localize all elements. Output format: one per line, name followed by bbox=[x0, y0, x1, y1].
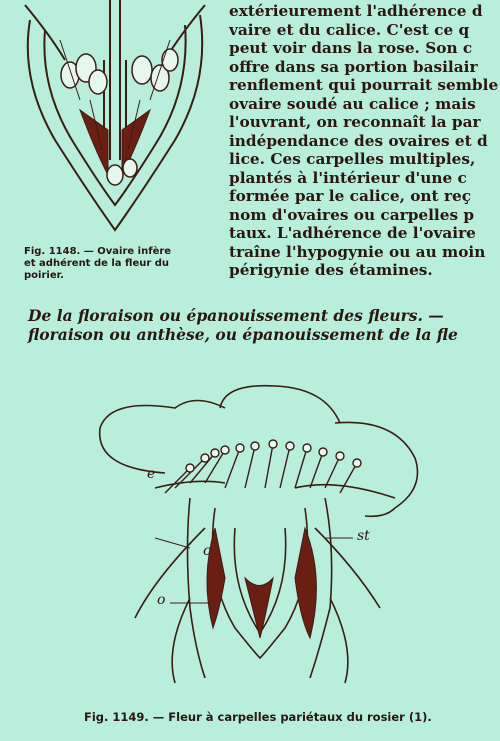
label-e: e bbox=[147, 466, 156, 482]
text-line: ovaire soudé au calice ; mais bbox=[229, 94, 476, 113]
text-line: formée par le calice, ont reç bbox=[229, 187, 472, 205]
text-line: l'ouvrant, on reconnaît la par bbox=[229, 113, 481, 131]
text-line: offre dans sa portion basilair bbox=[229, 57, 478, 76]
right-column-text bbox=[229, 2, 500, 280]
text-line: lice. Ces carpelles multiples, bbox=[229, 150, 476, 168]
rose-flower-section-drawing bbox=[95, 378, 425, 703]
text-line: périgynie des étamines. bbox=[229, 261, 433, 279]
text-line: traîne l'hypogynie ou au moin bbox=[229, 242, 486, 261]
text-line: peut voir dans la rose. Son c bbox=[229, 39, 473, 57]
paragraph-line-2: floraison ou anthèse, ou épanouissement de la fle bbox=[28, 325, 458, 344]
text-line: plantés à l'intérieur d'une c bbox=[229, 168, 467, 187]
text-line: nom d'ovaires ou carpelles p bbox=[229, 205, 475, 224]
floraison-paragraph bbox=[28, 307, 500, 345]
text-line: renflement qui pourrait semble bbox=[229, 76, 499, 94]
figure-1149-caption: Fig. 1149. — Fleur à carpelles pariétaux du rosier (1). bbox=[84, 710, 432, 724]
paragraph-line-1: De la floraison ou épanouissement des fleurs. — bbox=[28, 306, 444, 325]
label-o: o bbox=[157, 592, 166, 608]
pear-flower-section-drawing bbox=[20, 0, 210, 235]
figure-1148-caption: Fig. 1148. — Ovaire infère et adhérent de la fleur du poirier. bbox=[24, 246, 172, 281]
text-line: indépendance des ovaires et d bbox=[229, 131, 488, 150]
label-st: st bbox=[357, 528, 370, 544]
figure-1149-illustration bbox=[95, 378, 425, 703]
figure-1148-illustration bbox=[20, 0, 210, 235]
text-line: vaire et du calice. C'est ce q bbox=[229, 20, 470, 39]
text-line: taux. L'adhérence de l'ovaire bbox=[229, 224, 476, 242]
text-line: extérieurement l'adhérence d bbox=[229, 2, 483, 20]
label-c: c bbox=[203, 543, 211, 559]
